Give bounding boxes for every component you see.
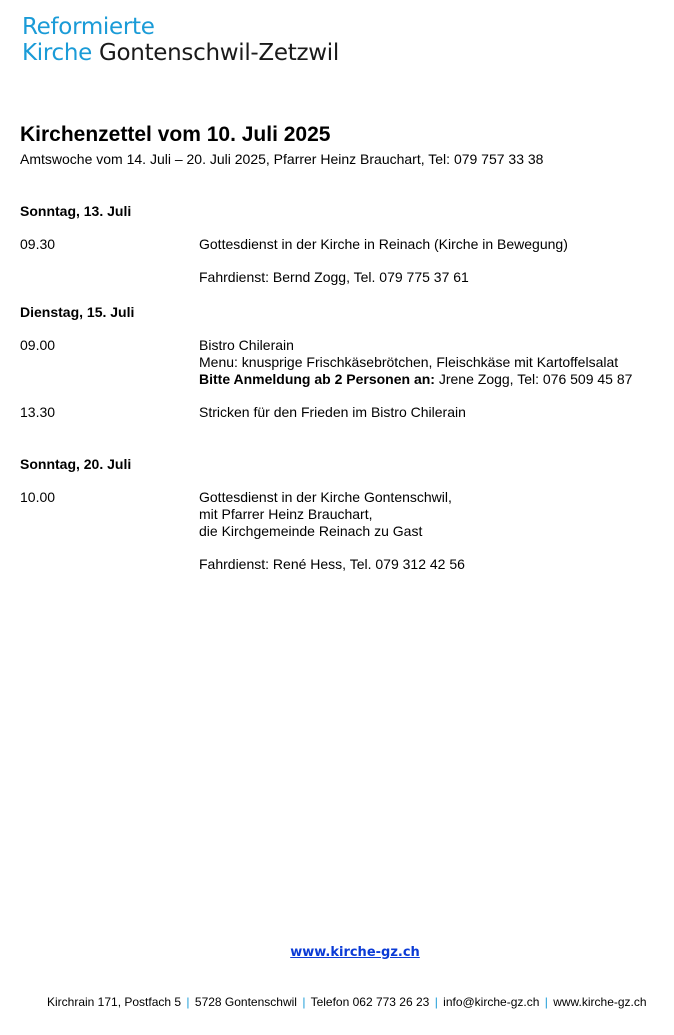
- event-line: Gottesdienst in der Kirche Gontenschwil,: [199, 489, 452, 505]
- day-heading-tuesday-15: Dienstag, 15. Juli: [20, 304, 135, 320]
- footer-separator: |: [544, 995, 548, 1009]
- event-line: Bistro Chilerain: [199, 337, 294, 353]
- footer-contact: [47, 995, 647, 1009]
- event-line: Fahrdienst: Bernd Zogg, Tel. 079 775 37 61: [199, 269, 469, 285]
- footer-separator: |: [302, 995, 306, 1009]
- event-line: Stricken für den Frieden im Bistro Chilerain: [199, 404, 466, 420]
- event-line: die Kirchgemeinde Reinach zu Gast: [199, 523, 423, 539]
- event-time: 09.30: [20, 236, 56, 252]
- event-time: 10.00: [20, 489, 56, 505]
- footer-email[interactable]: info@kirche-gz.ch: [443, 995, 540, 1009]
- logo-line-kirche: [22, 40, 339, 66]
- event-time: 13.30: [20, 404, 56, 420]
- event-line: Fahrdienst: René Hess, Tel. 079 312 42 56: [199, 556, 465, 572]
- event-description: [199, 337, 632, 388]
- footer-separator: |: [434, 995, 438, 1009]
- page-title: Kirchenzettel vom 10. Juli 2025: [20, 123, 331, 146]
- day-heading-sunday-13: Sonntag, 13. Juli: [20, 203, 132, 219]
- event-line: Menu: knusprige Frischkäsebrötchen, Fleischkäse mit Kartoffelsalat: [199, 354, 619, 370]
- event-time: 09.00: [20, 337, 56, 353]
- logo-word-kirche: Kirche: [22, 40, 92, 66]
- footer-city: 5728 Gontenschwil: [194, 995, 297, 1009]
- footer-phone: Telefon 062 773 26 23: [310, 995, 430, 1009]
- registration-label: Bitte Anmeldung ab 2 Personen an:: [199, 371, 435, 387]
- event-line: Gottesdienst in der Kirche in Reinach (Kirche in Bewegung): [199, 236, 568, 252]
- logo-line-reformierte: Reformierte: [22, 14, 155, 40]
- logo-word-parish: Gontenschwil-Zetzwil: [99, 40, 339, 66]
- event-transport: [199, 269, 469, 286]
- event-transport: [199, 556, 465, 573]
- footer-separator: |: [186, 995, 190, 1009]
- day-heading-sunday-20: Sonntag, 20. Juli: [20, 456, 132, 472]
- page-subtitle: Amtswoche vom 14. Juli – 20. Juli 2025, Pfarrer Heinz Brauchart, Tel: 079 757 33 38: [20, 151, 544, 167]
- event-description: [199, 489, 452, 540]
- footer-web[interactable]: www.kirche-gz.ch: [553, 995, 647, 1009]
- registration-contact: Jrene Zogg, Tel: 076 509 45 87: [434, 371, 633, 387]
- footer-address: Kirchrain 171, Postfach 5: [47, 995, 182, 1009]
- event-registration: [199, 371, 632, 388]
- event-line: mit Pfarrer Heinz Brauchart,: [199, 506, 373, 522]
- church-logo: [22, 14, 339, 66]
- event-description: [199, 404, 466, 421]
- event-description: [199, 236, 568, 253]
- website-link[interactable]: www.kirche-gz.ch: [290, 945, 420, 960]
